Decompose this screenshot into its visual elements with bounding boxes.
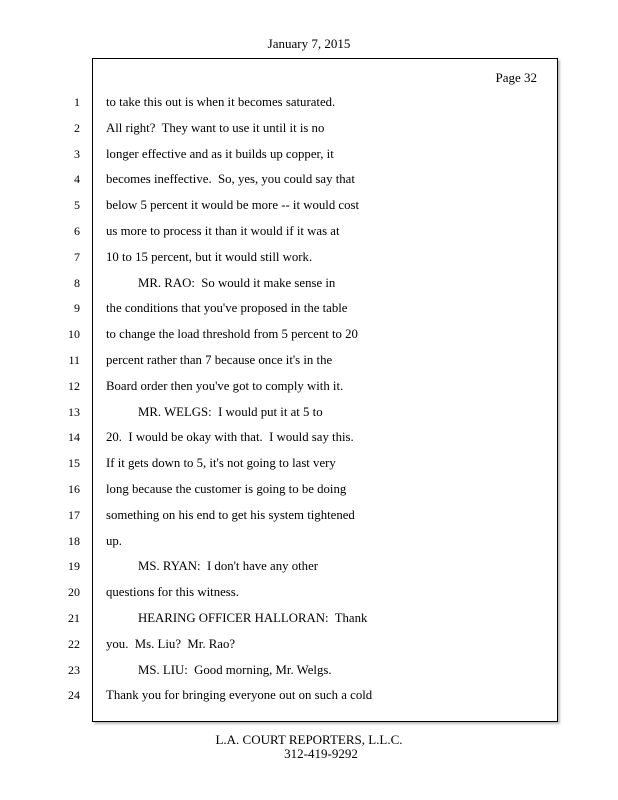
line-number: 3 (74, 146, 80, 161)
line-number: 12 (68, 378, 80, 393)
transcript-body (106, 92, 546, 711)
line-number-column (0, 92, 84, 711)
line-number: 18 (68, 533, 80, 548)
transcript-line: the conditions that you've proposed in the table (106, 301, 348, 316)
transcript-line: MR. WELGS: I would put it at 5 to (106, 404, 323, 419)
transcript-line: longer effective and as it builds up copper, it (106, 146, 334, 161)
footer-phone: 312-419-9292 (284, 746, 358, 761)
transcript-line: to take this out is when it becomes saturated. (106, 95, 336, 109)
transcript-line: If it gets down to 5, it's not going to last very (106, 456, 336, 471)
line-number: 11 (68, 352, 80, 367)
line-number: 13 (68, 404, 80, 419)
line-number: 21 (68, 610, 80, 625)
transcript-line: us more to process it than it would if it was at (106, 223, 340, 238)
line-number: 9 (74, 301, 80, 316)
transcript-line: up. (106, 533, 122, 548)
line-number: 16 (68, 481, 80, 496)
line-number: 4 (74, 172, 80, 187)
line-number: 10 (68, 327, 80, 342)
line-number: 22 (68, 636, 80, 651)
transcript-line: you. Ms. Liu? Mr. Rao? (106, 636, 236, 651)
transcript-line: Board order then you've got to comply with it. (106, 378, 344, 393)
transcript-line: 10 to 15 percent, but it would still work. (106, 249, 313, 264)
transcript-line: All right? They want to use it until it is no (106, 120, 325, 135)
transcript-line: to change the load threshold from 5 percent to 20 (106, 327, 358, 342)
line-number: 24 (68, 688, 80, 703)
line-number: 1 (74, 95, 80, 109)
transcript-line: 20. I would be okay with that. I would say this. (106, 430, 354, 445)
transcript-line: MS. LIU: Good morning, Mr. Welgs. (106, 662, 332, 677)
line-number: 20 (68, 585, 80, 600)
transcript-line: MS. RYAN: I don't have any other (106, 559, 319, 574)
line-number: 8 (74, 275, 80, 290)
line-number: 7 (74, 249, 80, 264)
line-number: 19 (68, 559, 80, 574)
page-number: Page 32 (495, 70, 537, 85)
line-number: 5 (74, 198, 80, 213)
line-number: 14 (68, 430, 80, 445)
line-number: 2 (74, 120, 80, 135)
transcript-line: below 5 percent it would be more -- it would cost (106, 198, 360, 213)
transcript-line: Thank you for bringing everyone out on such a cold (106, 688, 373, 703)
transcript-line: something on his end to get his system tightened (106, 507, 355, 522)
transcript-line: MR. RAO: So would it make sense in (106, 275, 336, 290)
footer-company-name: L.A. COURT REPORTERS, L.L.C. (215, 732, 403, 747)
page-header-date: January 7, 2015 (267, 36, 351, 51)
line-number: 15 (68, 456, 80, 471)
transcript-line: percent rather than 7 because once it's in the (106, 352, 333, 367)
page-footer (0, 733, 618, 761)
transcript-line: HEARING OFFICER HALLORAN: Thank (106, 610, 368, 625)
transcript-line: questions for this witness. (106, 585, 239, 600)
transcript-line: long because the customer is going to be doing (106, 481, 347, 496)
line-number: 6 (74, 223, 80, 238)
line-number: 17 (68, 507, 80, 522)
line-number: 23 (68, 662, 80, 677)
transcript-line: becomes ineffective. So, yes, you could say that (106, 172, 355, 187)
